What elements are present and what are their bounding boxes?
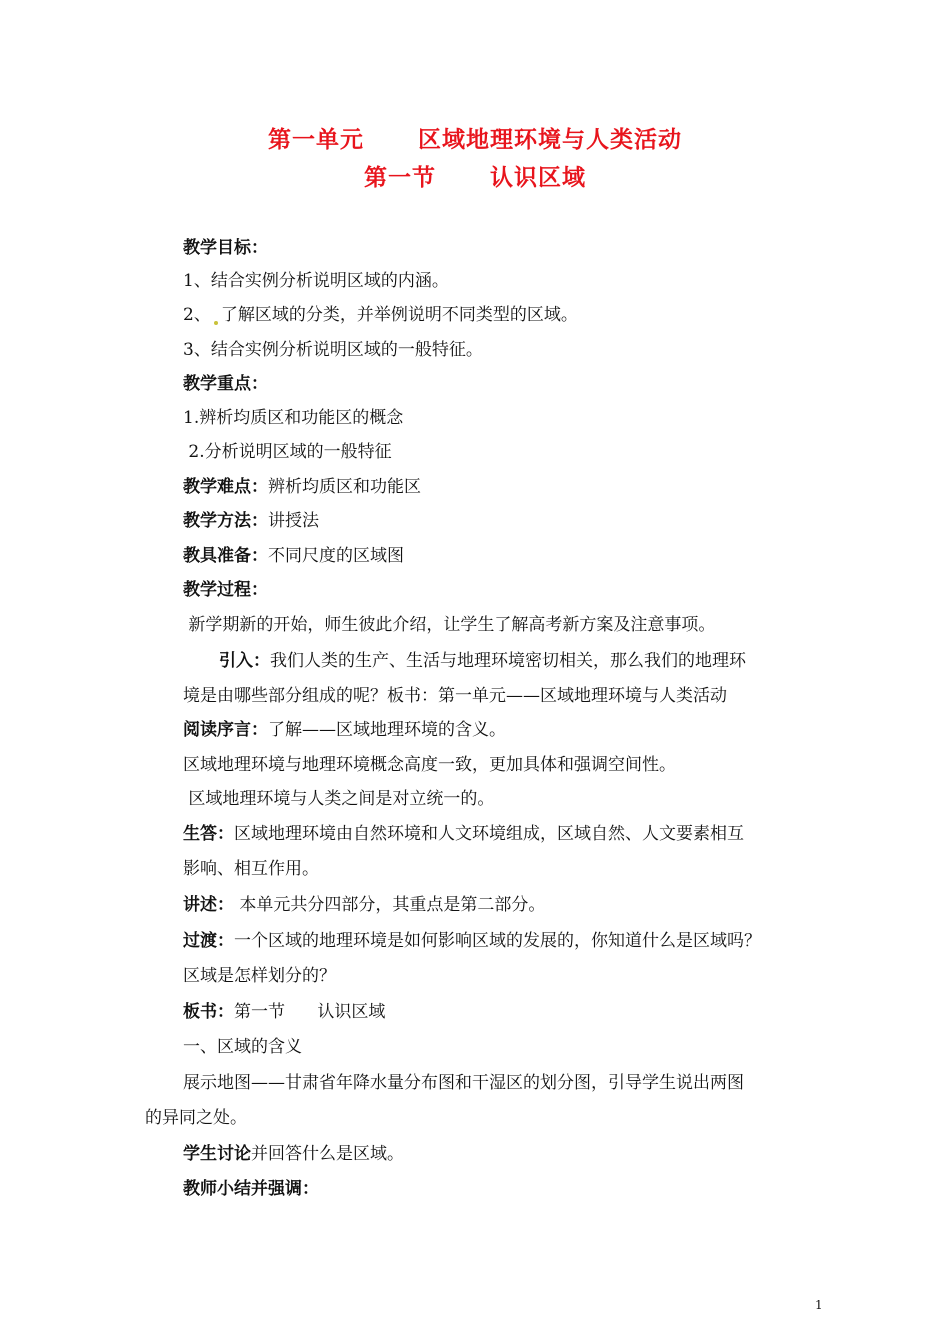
intro-heading: 引入： <box>219 651 270 671</box>
paragraph-unity: 区域地理环境与人类之间是对立统一的。 <box>183 789 495 809</box>
narration-line <box>183 893 545 917</box>
goal-item-3: 3、结合实例分析说明区域的一般特征。 <box>183 340 483 360</box>
transition-text: 一个区域的地理环境是如何影响区域的发展的，你知道什么是区域吗？ <box>234 931 761 951</box>
transition-heading: 过渡： <box>183 931 234 951</box>
discussion-text: 并回答什么是区域。 <box>251 1144 404 1164</box>
teacher-summary-heading: 教师小结并强调： <box>183 1179 319 1199</box>
transition-continued: 区域是怎样划分的？ <box>183 966 336 986</box>
difficulty-heading: 教学难点： <box>183 477 268 497</box>
key-point-1: 1.辨析均质区和功能区的概念 <box>183 408 404 428</box>
reading-line <box>183 718 506 742</box>
process-heading: 教学过程： <box>183 580 268 600</box>
unit-title: 第一单元 区域地理环境与人类活动 <box>267 127 683 153</box>
section-1-heading: 一、区域的含义 <box>183 1037 302 1057</box>
board-text: 第一节 认识区域 <box>234 1002 386 1022</box>
narration-heading: 讲述： <box>183 895 234 915</box>
paragraph-concept: 区域地理环境与地理环境概念高度一致，更加具体和强调空间性。 <box>183 755 676 775</box>
student-answer-continued: 影响、相互作用。 <box>183 859 319 879</box>
page-number: 1 <box>815 1298 823 1312</box>
reading-heading: 阅读序言： <box>183 720 268 740</box>
goal-2-prefix: 2、 <box>183 305 211 325</box>
goal-item-1: 1、结合实例分析说明区域的内涵。 <box>183 271 449 291</box>
intro-text: 我们人类的生产、生活与地理环境密切相关，那么我们的地理环 <box>270 651 746 671</box>
goals-heading: 教学目标： <box>183 238 268 258</box>
key-point-2: 2.分析说明区域的一般特征 <box>183 442 392 462</box>
board-heading: 板书： <box>183 1002 234 1022</box>
intro-line <box>219 649 746 673</box>
method-line <box>183 509 319 533</box>
difficulty-line <box>183 475 421 499</box>
map-display-continued: 的异同之处。 <box>145 1108 247 1128</box>
method-heading: 教学方法： <box>183 511 268 531</box>
reading-text: 了解——区域地理环境的含义。 <box>268 720 506 740</box>
section-title: 第一节 认识区域 <box>363 165 587 191</box>
student-answer-line <box>183 822 744 846</box>
tools-line <box>183 544 404 568</box>
intro-continued: 境是由哪些部分组成的呢？板书：第一单元——区域地理环境与人类活动 <box>183 686 727 706</box>
tools-heading: 教具准备： <box>183 546 268 566</box>
discussion-heading: 学生讨论 <box>183 1144 251 1164</box>
discussion-line <box>183 1142 404 1166</box>
goal-item-2 <box>183 303 578 327</box>
board-line <box>183 1000 385 1024</box>
key-points-heading: 教学重点： <box>183 374 268 394</box>
transition-line <box>183 929 761 953</box>
paragraph-opening: 新学期新的开始，师生彼此介绍，让学生了解高考新方案及注意事项。 <box>183 615 716 635</box>
method-text: 讲授法 <box>268 511 319 531</box>
difficulty-text: 辨析均质区和功能区 <box>268 477 421 497</box>
map-display-text: 展示地图——甘肃省年降水量分布图和干湿区的划分图，引导学生说出两图 <box>183 1073 744 1093</box>
annotation-dot <box>214 321 218 325</box>
narration-text: 本单元共分四部分，其重点是第二部分。 <box>234 895 546 915</box>
goal-2-text: 了解区域的分类，并举例说明不同类型的区域。 <box>220 305 578 325</box>
student-answer-heading: 生答： <box>183 824 234 844</box>
tools-text: 不同尺度的区域图 <box>268 546 404 566</box>
student-answer-text: 区域地理环境由自然环境和人文环境组成，区域自然、人文要素相互 <box>234 824 744 844</box>
